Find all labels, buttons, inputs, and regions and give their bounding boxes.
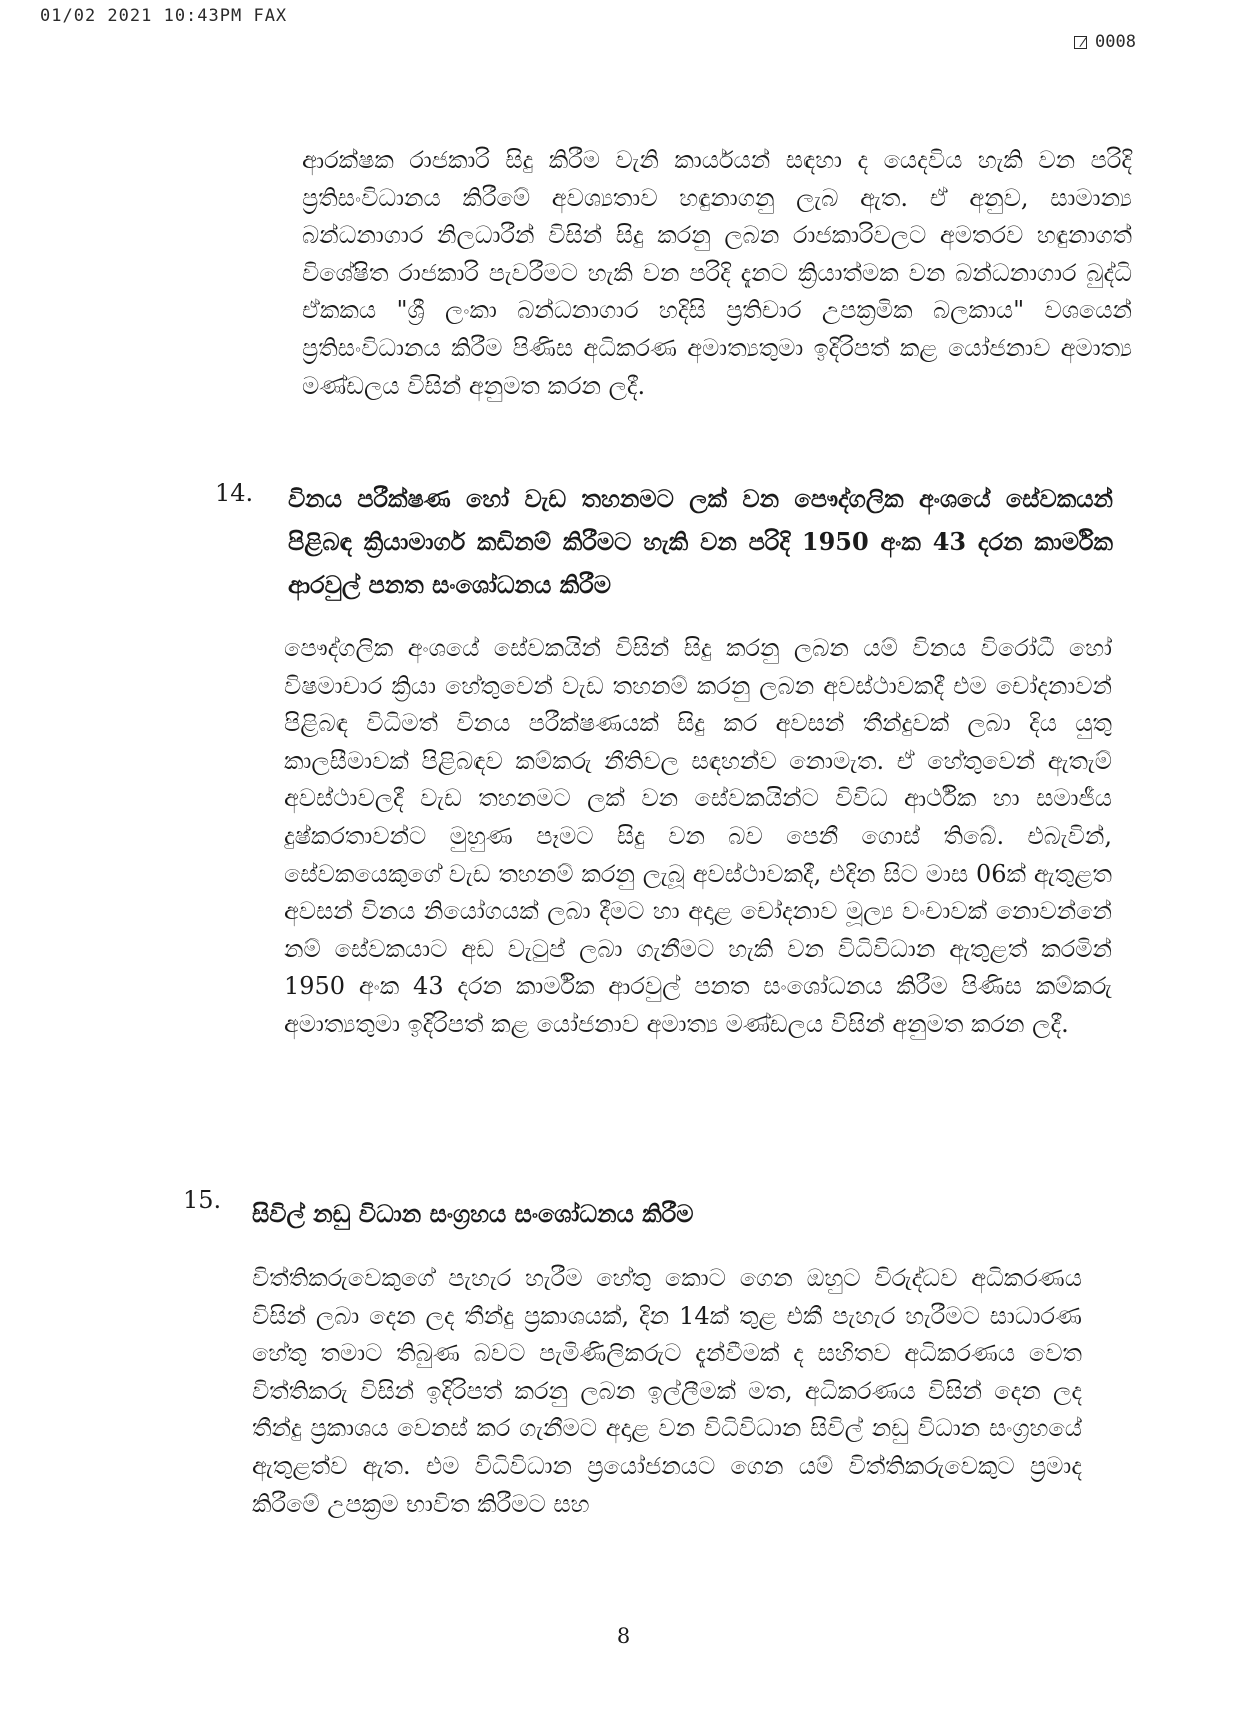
fax-header-timestamp: 01/02 2021 10:43PM FAX (40, 6, 288, 26)
fax-page-code: 0008 (1095, 32, 1136, 52)
fax-checkbox-icon (1074, 36, 1087, 49)
paragraph-prison-unit: ආරක්ෂක රාජකාරි සිදු කිරීම වැනි කාර්යයන් සඳහා ද යෙදවිය හැකි වන පරිදි ප්‍රතිසංවිධානය කිරීමේ අවශ්‍යතාව හඳුනාගනු ලැබ ඇත. ඒ අනුව, සාමාන්‍ය බන්ධනාගාර නිලධාරීන් විසින් සිදු කරනු ලබන රාජකාරිවලට අමතරව හඳුනාගත් විශේෂිත රාජකාරි පැවරීමට හැකි වන පරිදි දැනට ක්‍රියාත්මක වන බන්ධනාගාර බුද්ධි ඒකකය "ශ්‍රී ලංකා බන්ධනාගාර හදිසි ප්‍රතිචාර උපක්‍රමික බලකාය" වශයෙන් ප්‍රතිසංවිධානය කිරීම පිණිස අධිකරණ අමාත්‍යතුමා ඉදිරිපත් කළ යෝජනාව අමාත්‍ය මණ්ඩලය විසින් අනුමත කරන ලදී. (302, 146, 1132, 400)
page-number: 8 (616, 1624, 631, 1648)
section-15-title: සිවිල් නඩු විධාන සංග්‍රහය සංශෝධනය කිරීම (252, 1199, 694, 1228)
fax-page-indicator (1074, 32, 1136, 52)
section-14-title: විනය පරීක්ෂණ හෝ වැඩ තහනමට ලක් වන පෞද්ගලික අංශයේ සේවකයන් පිළිබඳ ක්‍රියාමාර්ග කඩිනම් කිරීමට හැකි වන පරිදි 1950 අංක 43 දරන කාර්මික ආරවුල් පනත සංශෝධනය කිරීම (288, 484, 1113, 599)
paragraph-industrial-disputes: පෞද්ගලික අංශයේ සේවකයින් විසින් සිදු කරනු ලබන යම් විනය විරෝධී හෝ විෂමාචාර ක්‍රියා හේතුවෙන් වැඩ තහනම් කරනු ලබන අවස්ථාවකදී එම චෝදනාවන් පිළිබඳ විධිමත් විනය පරීක්ෂණයක් සිදු කර අවසන් තීන්දුවක් ලබා දිය යුතු කාලසීමාවක් පිළිබඳව කම්කරු නීතිවල සඳහන්ව නොමැත. ඒ හේතුවෙන් ඇතැම් අවස්ථාවලදී වැඩ තහනමට ලක් වන සේවකයින්ට විවිධ ආර්ථික හා සමාජීය දුෂ්කරතාවන්ට මුහුණ පෑමට සිදු වන බව පෙනී ගොස් තිබේ. එබැවින්, සේවකයෙකුගේ වැඩ තහනම් කරනු ලැබූ අවස්ථාවකදී, එදින සිට මාස 06ක් ඇතුළත අවසන් විනය නියෝගයක් ලබා දීමට හා අදාළ චෝදනාව මූල්‍ය වංචාවක් නොවන්නේ නම් සේවකයාට අඩ වැටුප් ලබා ගැනීමට හැකි වන විධිවිධාන ඇතුළත් කරමින් 1950 අංක 43 දරන කාර්මික ආරවුල් පනත සංශෝධනය කිරීම පිණිස කම්කරු අමාත්‍යතුමා ඉදිරිපත් කළ යෝජනාව අමාත්‍ය මණ්ඩලය විසින් අනුමත කරන ලදී. (284, 634, 1112, 1038)
paragraph-civil-procedure: විත්තිකරුවෙකුගේ පැහැර හැරීම හේතු කොට ගෙන ඔහුට විරුද්ධව අධිකරණය විසින් ලබා දෙන ලද තීන්දු ප්‍රකාශයක්, දින 14ක් තුළ එකී පැහැර හැරීමට සාධාරණ හේතු තමාට තිබුණ බවට පැමිණිලිකරුට දැන්වීමක් ද සහිතව අධිකරණය වෙත විත්තිකරු විසින් ඉදිරිපත් කරනු ලබන ඉල්ලීමක් මත, අධිකරණය විසින් දෙන ලද තීන්දු ප්‍රකාශය වෙනස් කර ගැනීමට අදාළ වන විධිවිධාන සිවිල් නඩු විධාන සංග්‍රහයේ ඇතුළත්ව ඇත. එම විධිවිධාන ප්‍රයෝජනයට ගෙන යම් විත්තිකරුවෙකුට ප්‍රමාද කිරීමේ උපක්‍රම භාවිත කිරීමට සහ (252, 1264, 1082, 1518)
section-15-number: 15. (183, 1186, 222, 1214)
section-14-number: 14. (215, 479, 254, 507)
